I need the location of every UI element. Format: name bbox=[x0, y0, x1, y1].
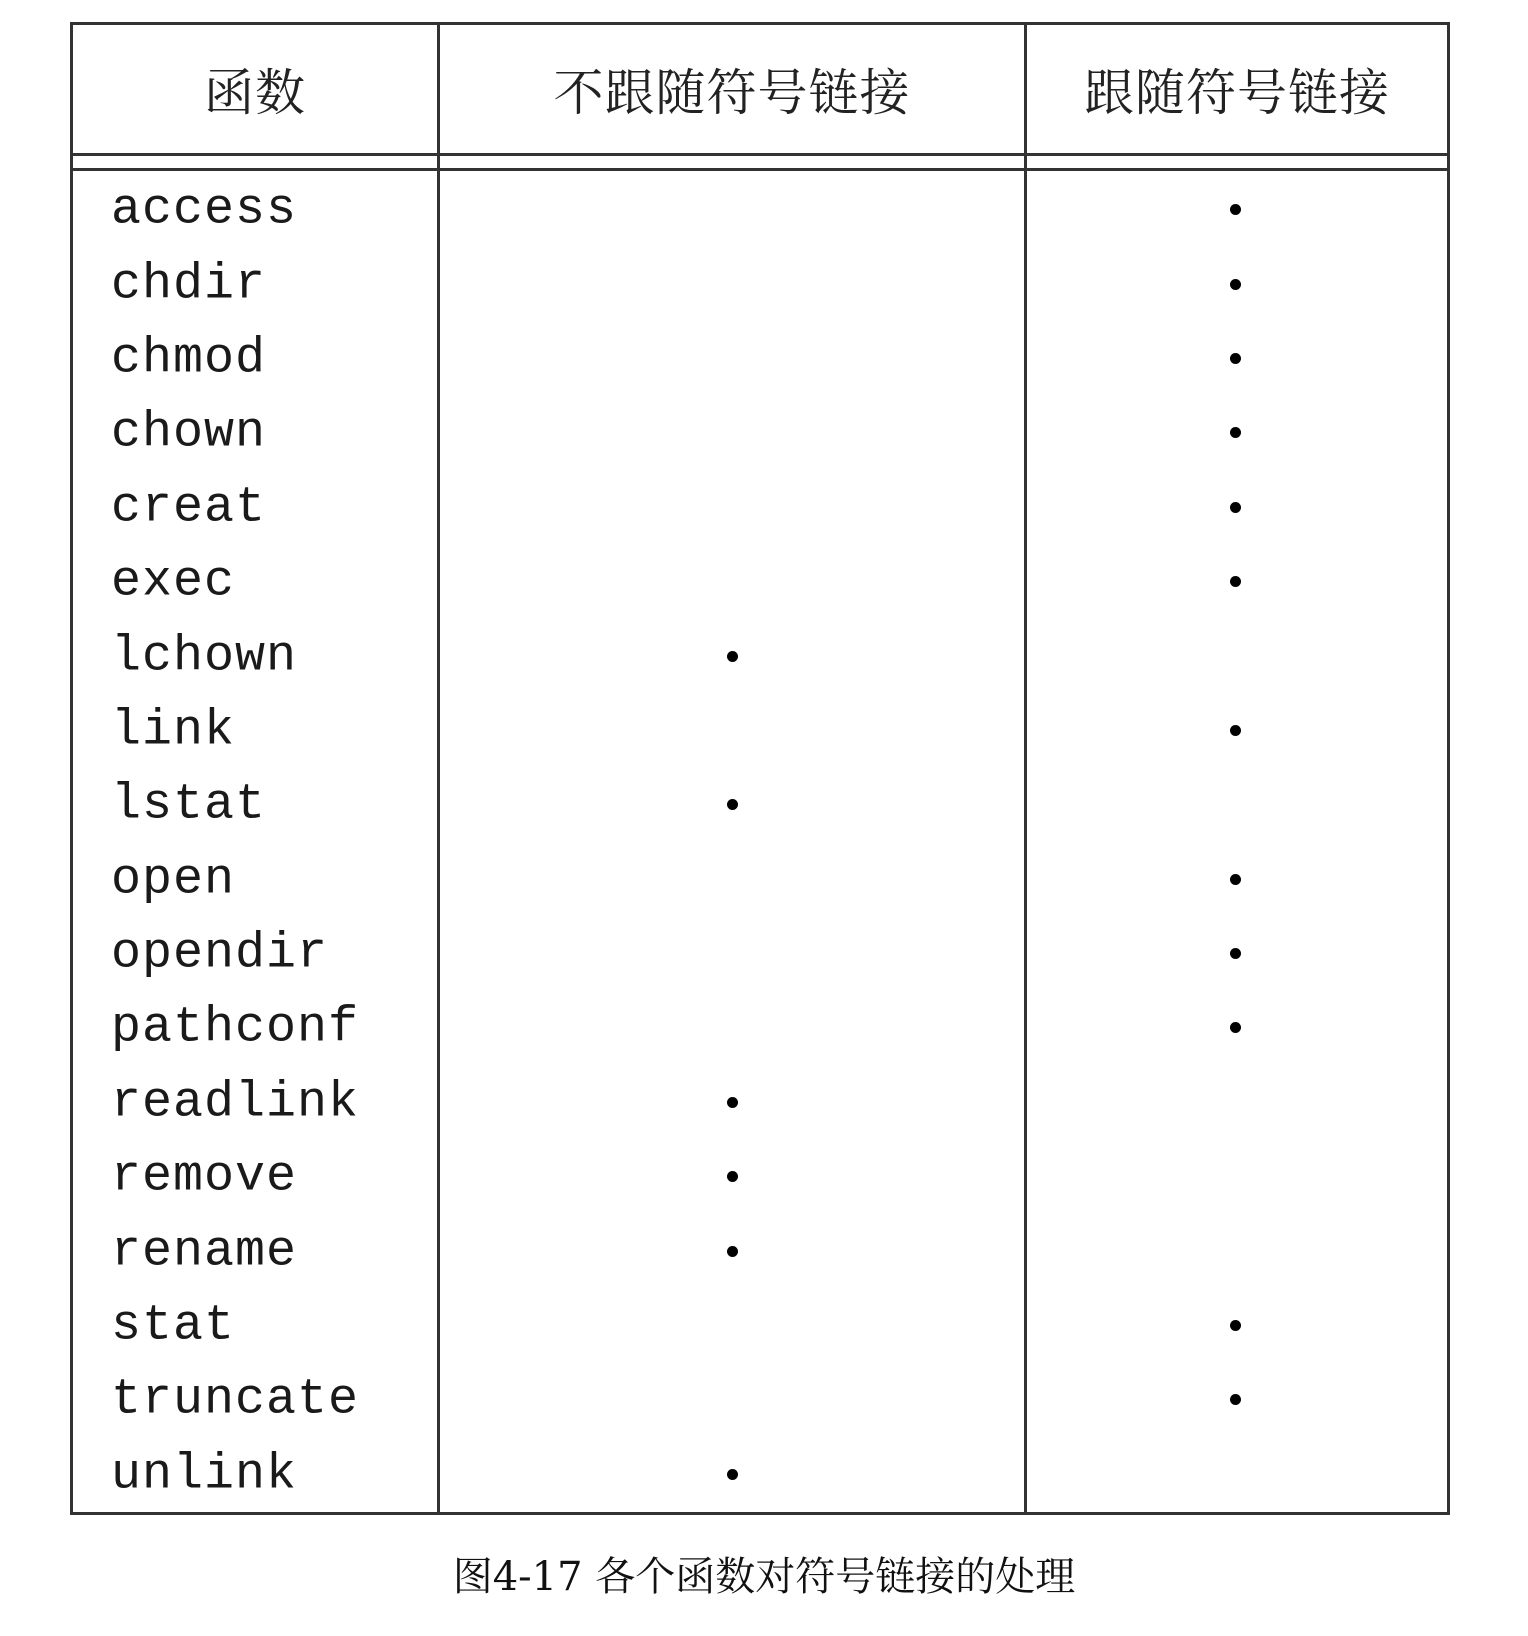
no-follow-bullet-icon bbox=[727, 1171, 738, 1182]
table-row bbox=[73, 1363, 1447, 1437]
follow-bullet-icon bbox=[1230, 502, 1241, 513]
table-row bbox=[73, 247, 1447, 321]
function-name: stat bbox=[111, 1297, 236, 1355]
function-name: lchown bbox=[111, 628, 298, 686]
symlink-function-table bbox=[70, 22, 1450, 1515]
function-name: rename bbox=[111, 1223, 298, 1281]
table-row bbox=[73, 1438, 1447, 1512]
table-row bbox=[73, 917, 1447, 991]
function-name: lstat bbox=[111, 776, 267, 834]
follow-bullet-icon bbox=[1230, 1320, 1241, 1331]
follow-bullet-icon bbox=[1230, 874, 1241, 885]
function-name: pathconf bbox=[111, 999, 360, 1057]
table-row bbox=[73, 843, 1447, 917]
no-follow-bullet-icon bbox=[727, 1469, 738, 1480]
table-row bbox=[73, 1214, 1447, 1288]
header-rule-bottom bbox=[73, 168, 1447, 171]
table-row bbox=[73, 396, 1447, 470]
follow-bullet-icon bbox=[1230, 725, 1241, 736]
table-row bbox=[73, 1140, 1447, 1214]
follow-bullet-icon bbox=[1230, 1022, 1241, 1033]
header-function: 函数 bbox=[204, 64, 306, 122]
no-follow-bullet-icon bbox=[727, 799, 738, 810]
function-name: open bbox=[111, 851, 236, 909]
follow-bullet-icon bbox=[1230, 353, 1241, 364]
table-row bbox=[73, 471, 1447, 545]
follow-bullet-icon bbox=[1230, 576, 1241, 587]
no-follow-bullet-icon bbox=[727, 1097, 738, 1108]
table-row bbox=[73, 694, 1447, 768]
table-row bbox=[73, 991, 1447, 1065]
function-name: unlink bbox=[111, 1446, 298, 1504]
follow-bullet-icon bbox=[1230, 204, 1241, 215]
function-name: opendir bbox=[111, 925, 329, 983]
table-row bbox=[73, 322, 1447, 396]
table-body bbox=[73, 173, 1447, 1512]
function-name: link bbox=[111, 702, 236, 760]
function-name: chdir bbox=[111, 256, 267, 314]
follow-bullet-icon bbox=[1230, 1394, 1241, 1405]
function-name: chown bbox=[111, 404, 267, 462]
table-row bbox=[73, 1289, 1447, 1363]
follow-bullet-icon bbox=[1230, 279, 1241, 290]
function-name: truncate bbox=[111, 1371, 360, 1429]
function-name: access bbox=[111, 181, 298, 239]
table-row bbox=[73, 619, 1447, 693]
function-name: remove bbox=[111, 1148, 298, 1206]
header-rule-top bbox=[73, 153, 1447, 156]
table-row bbox=[73, 545, 1447, 619]
function-name: creat bbox=[111, 479, 267, 537]
figure-caption: 图4-17 各个函数对符号链接的处理 bbox=[452, 1554, 1076, 1600]
header-no-follow: 不跟随符号链接 bbox=[553, 64, 911, 122]
table-row bbox=[73, 768, 1447, 842]
header-follow: 跟随符号链接 bbox=[1084, 64, 1390, 122]
no-follow-bullet-icon bbox=[727, 1246, 738, 1257]
table-row bbox=[73, 173, 1447, 247]
function-name: chmod bbox=[111, 330, 267, 388]
no-follow-bullet-icon bbox=[727, 651, 738, 662]
follow-bullet-icon bbox=[1230, 427, 1241, 438]
follow-bullet-icon bbox=[1230, 948, 1241, 959]
function-name: exec bbox=[111, 553, 236, 611]
function-name: readlink bbox=[111, 1074, 360, 1132]
table-row bbox=[73, 1066, 1447, 1140]
